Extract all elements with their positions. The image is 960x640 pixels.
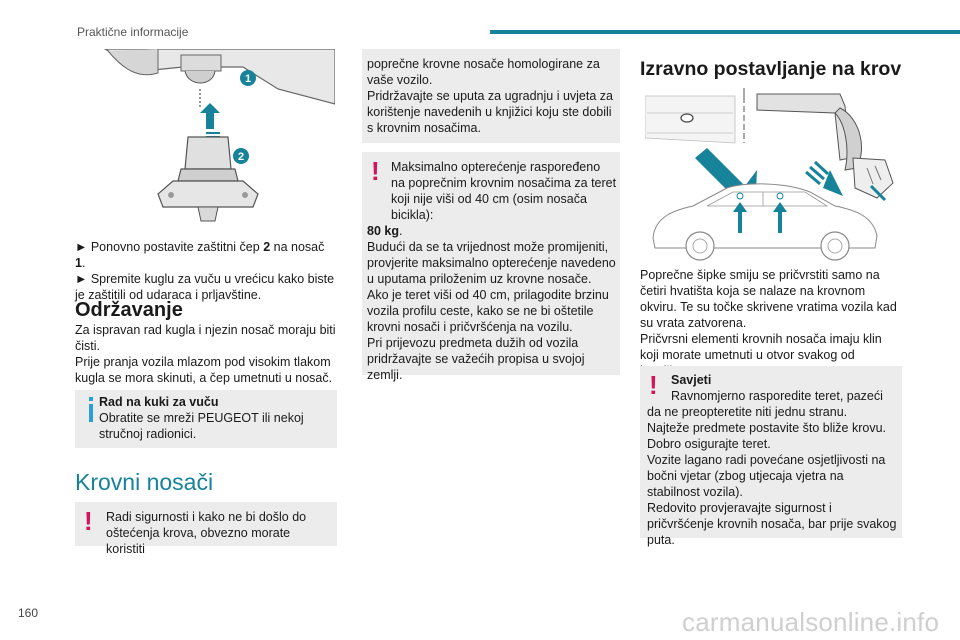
- section-header: Praktične informacije: [77, 25, 189, 39]
- box1-line-1: poprečne krovne nosače homologirane za vaše vozilo.: [367, 57, 600, 87]
- box2-text-1: Budući da se ta vrijednost može promijeniti, provjerite maksimalno opterećenje navedeno u uputama priloženim uz krovne nosače.: [367, 240, 616, 286]
- callout-label-1: 1: [244, 73, 252, 85]
- advice-line-2: Najteže predmete postavite što bliže krovu.: [647, 421, 887, 435]
- warning-box-load: ! Maksimalno opterećenje raspoređeno na poprečnim krovnim nosačima za teret koji nije viši od 40 cm (osim nosača bicikla): 80 kg. Budući da se ta vrijednost može promijeniti, provjerite maksimalno opterećenje navedeno u uputama priloženim uz krovne nosače. Ako je teret viši od 40 cm, prilagodite brzinu vozila profilu ceste, kako se ne bi oštetile krovni nosači i pričvršćenja na vozilu. Pri prijevozu predmeta dužih od vozila pridržavajte se važećih propisa u svojoj zemlji.: [362, 152, 620, 375]
- advice-line-5: Redovito provjeravajte sigurnost i pričvršćenje krovnih nosača, bar prije svakog puta.: [647, 501, 897, 547]
- info-box-text: Obratite se mreži PEUGEOT ili nekoj stručnoj radionici.: [99, 411, 304, 441]
- exclamation-icon: !: [371, 156, 380, 186]
- page-number: 160: [18, 606, 39, 620]
- direct-mount-text-1: Poprečne šipke smiju se pričvrstiti samo na četiri hvatišta koja se nalaze na krovnom okviru. Te su točke skrivene vratima vozila kad su vrata zatvorena.: [640, 268, 897, 330]
- maintenance-title: Održavanje: [75, 299, 183, 321]
- roof-racks-title: Krovni nosači: [75, 469, 214, 495]
- direct-mount-text-2: Pričvrsni elementi krovnih nosača imaju klin koji morate umetnuti u otvor svakog od: [640, 332, 882, 362]
- towball-illustration: [103, 49, 335, 225]
- steps-block: [75, 239, 337, 303]
- advice-line-4: Vozite lagano radi povećane osjetljivosti na bočni vjetar (zbog utjecaja vjetra na stabilnost vozila).: [647, 453, 886, 499]
- box2-text-3: Pri prijevozu predmeta dužih od vozila pridržavajte se važećih propisa u svojoj zemlji.: [367, 336, 585, 382]
- box1-line-2: Pridržavajte se uputa za ugradnju i uvjeta za korištenje navedenih u knjižici koju ste dobili s krovnim nosačima.: [367, 89, 613, 135]
- box2-text-2: Ako je teret viši od 40 cm, prilagodite brzinu vozila profilu ceste, kako se ne bi oštetile krovni nosači i pričvršćenja na vozilu.: [367, 288, 609, 334]
- callout-label-2: 2: [237, 151, 245, 163]
- warning-box-roof: [75, 502, 337, 556]
- roof-mount-illustration: [645, 88, 903, 263]
- exclamation-icon: !: [84, 506, 93, 536]
- warning-box-advice: [640, 366, 902, 547]
- info-box-title: Rad na kuki za vuču: [99, 395, 219, 409]
- step-1: ► Ponovno postavite zaštitni čep 2 na nosač 1.: [75, 240, 325, 270]
- maintenance-text-1: Za ispravan rad kugla i njezin nosač moraju biti čisti.: [75, 323, 336, 353]
- info-box-towing: [75, 390, 337, 448]
- advice-line-3: Dobro osigurajte teret.: [647, 437, 771, 451]
- advice-title: Savjeti: [671, 373, 712, 387]
- direct-mount-title: Izravno postavljanje na krov: [640, 58, 902, 80]
- step-2: ► Spremite kuglu za vuču u vrećicu kako biste je zaštitili od udaraca i prljavštine.: [75, 272, 335, 302]
- advice-line-1: Ravnomjerno rasporedite teret, pazeći da ne preopteretite niti jednu stranu.: [647, 389, 883, 419]
- info-box-continued: [362, 49, 620, 143]
- box2-line-1: Maksimalno opterećenje raspoređeno na poprečnim krovnim nosačima za teret koji nije viši od 40 cm (osim nosača bicikla):: [391, 160, 617, 222]
- warning-box-text: Radi sigurnosti i kako ne bi došlo do oštećenja krova, obvezno morate koristiti: [106, 510, 307, 556]
- exclamation-icon: !: [649, 370, 658, 400]
- max-load-value: 80 kg: [367, 224, 399, 238]
- header-accent-bar: [490, 30, 960, 34]
- maintenance-text-2: Prije pranja vozila mlazom pod visokim tlakom kugla se mora skinuti, a čep umetnuti u nosač.: [75, 355, 333, 385]
- watermark: carmanualsonline.info: [682, 607, 940, 637]
